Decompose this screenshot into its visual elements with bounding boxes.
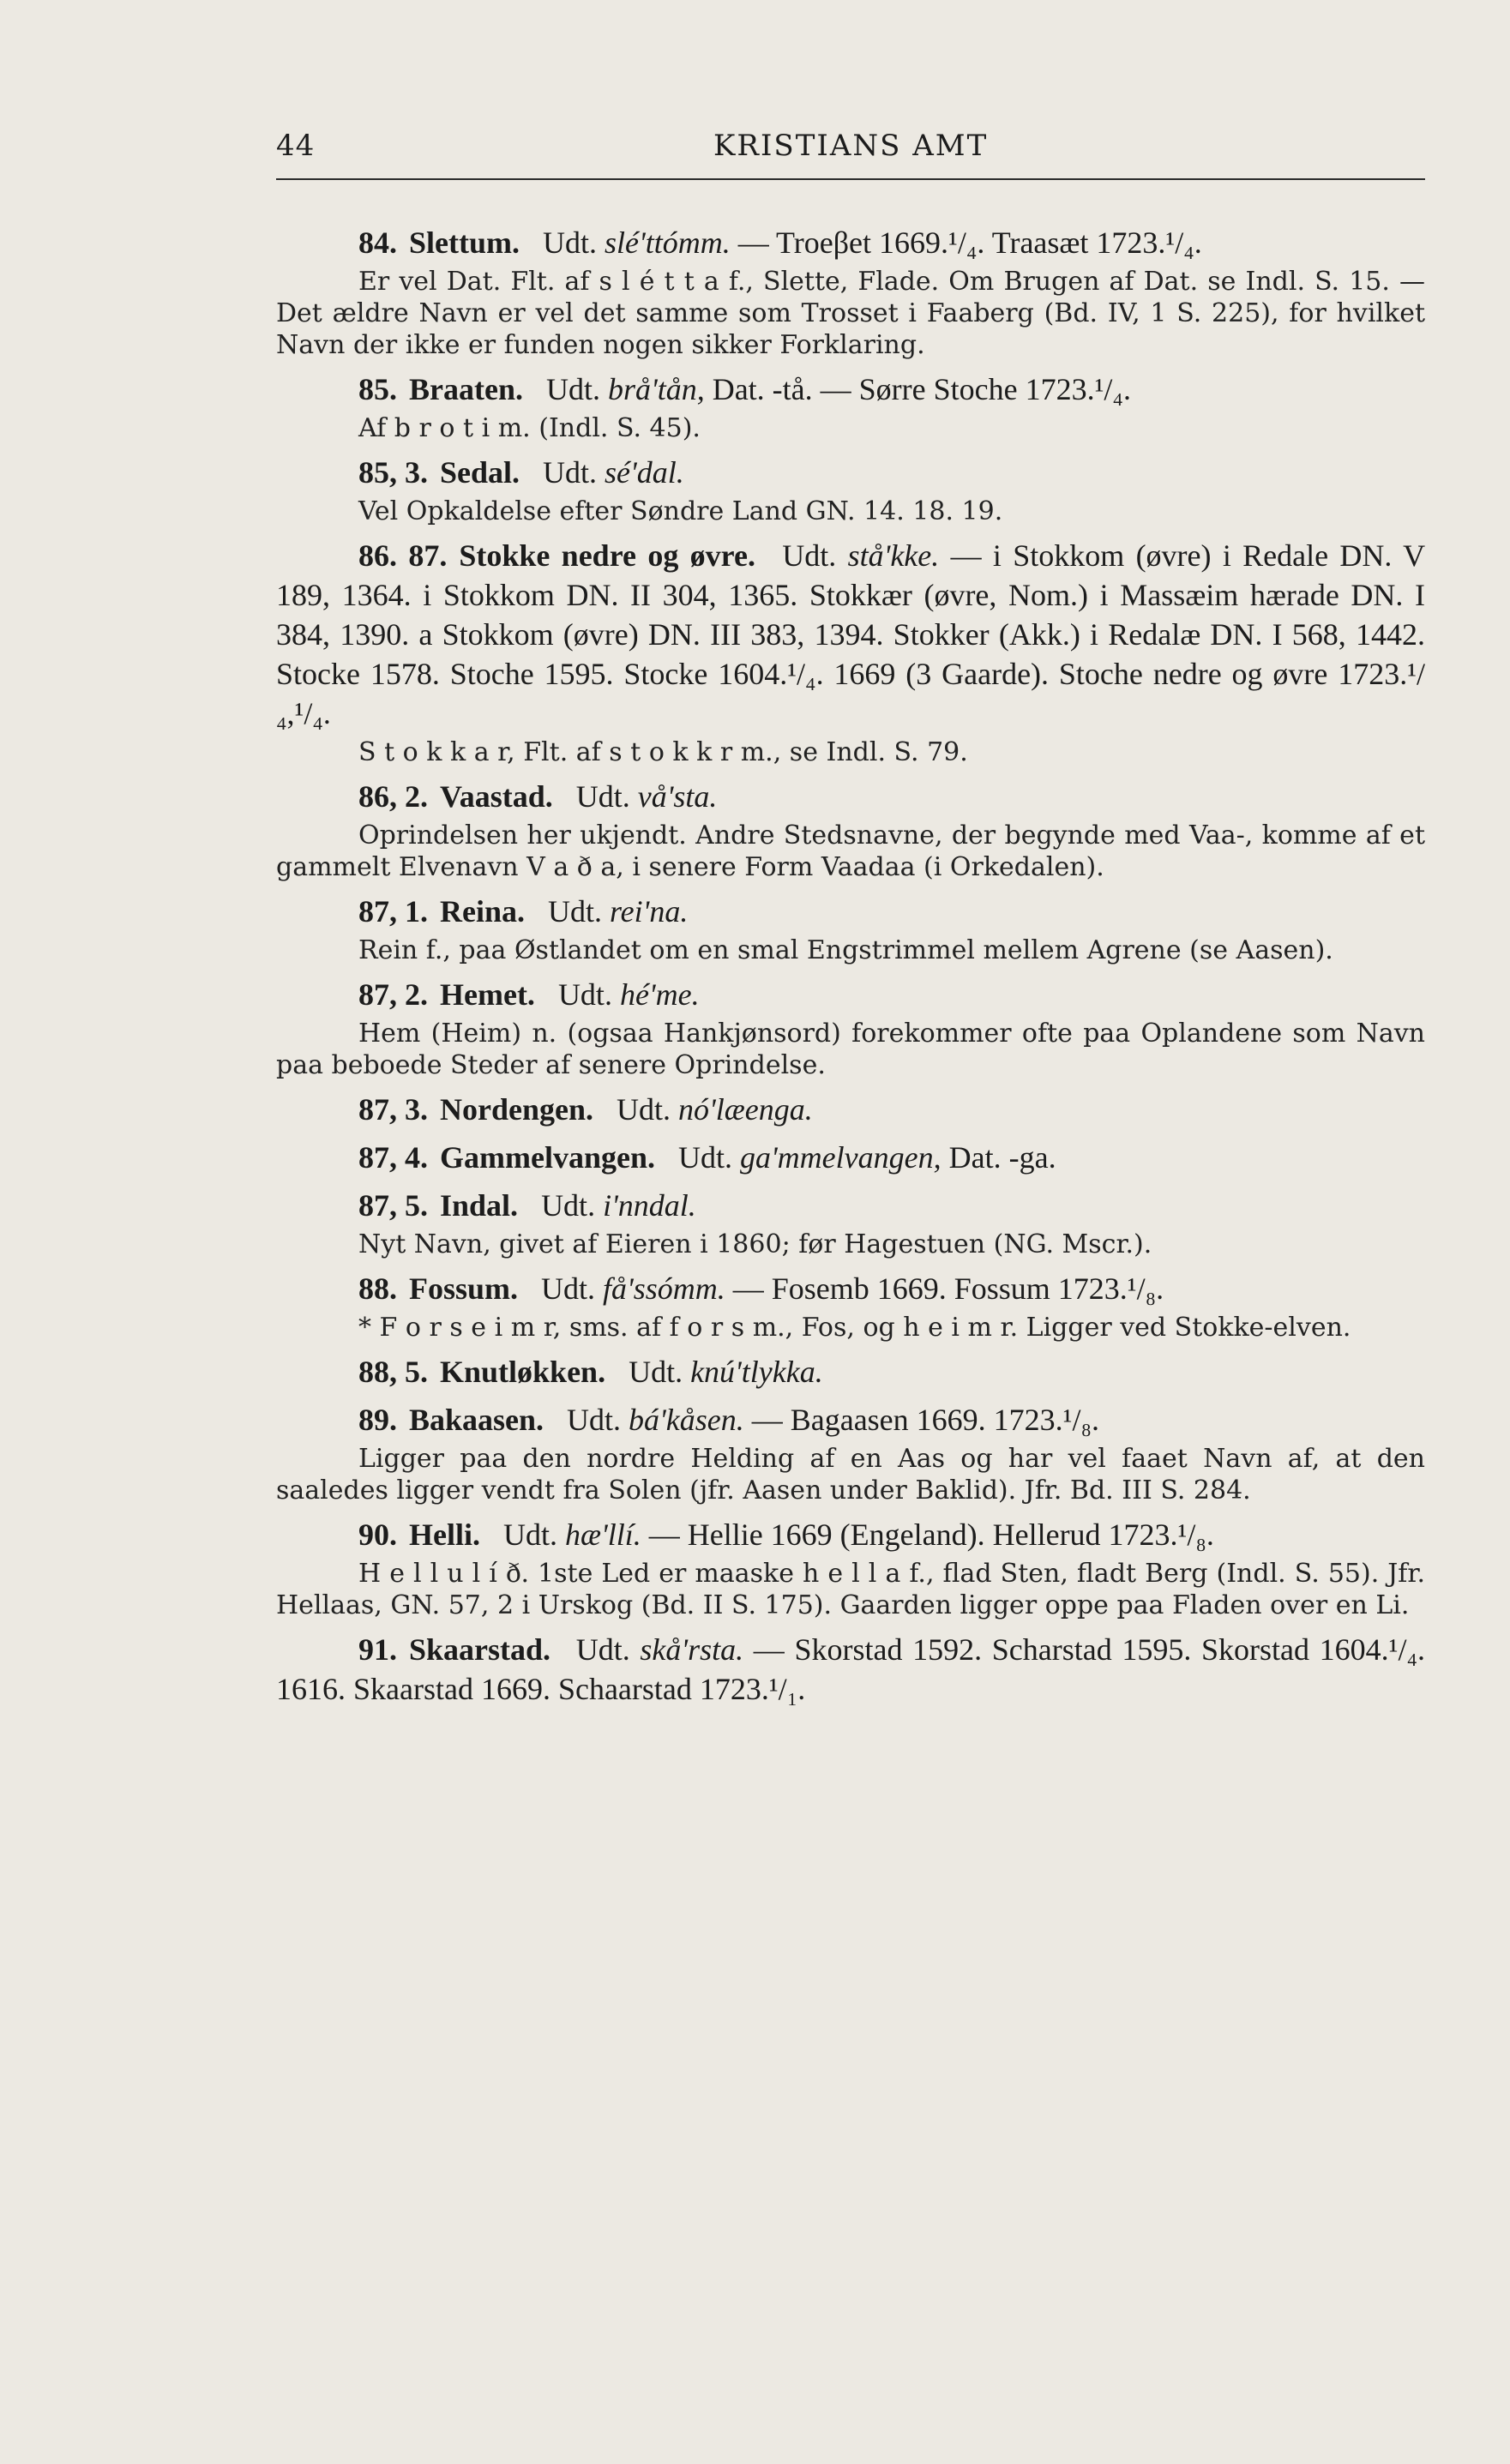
historical-forms: — Bagaasen 1669. 1723.¹/₈. <box>751 1403 1099 1437</box>
entry-note: Rein f., paa Østlandet om en smal Engstrimmel mellem Agrene (se Aasen). <box>358 935 1333 965</box>
pronunciation: få'ssómm. <box>603 1271 725 1306</box>
entry-heading <box>276 1352 1425 1391</box>
entries <box>276 214 1425 1716</box>
entry-note: * F o r s e i m r, sms. af f o r s m., Fos, og h e i m r. Ligger ved Stokke-elven. <box>358 1313 1351 1343</box>
entry-note: Ligger paa den nordre Helding af en Aas og har vel faaet Navn af, at den saaledes ligger vendt fra Solen (jfr. Aasen under Baklid). Jfr. Bd. III S. 284. <box>276 1444 1425 1505</box>
udt-label: Udt. <box>545 372 600 406</box>
pronunciation: slé'ttómm. <box>605 225 731 260</box>
pronunciation: sé'dal. <box>605 455 684 490</box>
entry-heading <box>276 892 1425 931</box>
farm-name: Nordengen. <box>440 1092 593 1127</box>
pronunciation: i'nndal. <box>603 1188 696 1223</box>
historical-forms: — i Stokkom (øvre) i Redale DN. V 189, 1364. i Stokkom DN. II 304, 1365. Stokkær (øvre, Nom.) i Massæim hærade DN. I 384, 1390. a Stokkom (øvre) DN. III 383, 1394. Stokker (Akk.) i Redalæ DN. I 568, 1442. Stocke 1578. Stoche 1595. Stocke 1604.¹/₄. 1669 (3 Gaarde). Stoche nedre og øvre 1723.¹/₄,¹/₄. <box>276 538 1426 730</box>
entry-number: 91. <box>358 1632 397 1667</box>
entry-number: 84. <box>358 225 397 260</box>
pronunciation: brå'tån, <box>607 372 705 406</box>
entry-number: 87, 2. <box>358 977 428 1012</box>
pronunciation: stå'kke. <box>847 538 940 573</box>
entry <box>276 1515 1425 1621</box>
pronunciation: bá'kåsen. <box>629 1403 744 1437</box>
page-number: 44 <box>276 129 316 163</box>
pronunciation: skå'rsta. <box>640 1632 744 1667</box>
farm-name: Indal. <box>440 1188 519 1223</box>
entry <box>276 453 1425 527</box>
pronunciation: knú'tlykka. <box>690 1355 823 1389</box>
udt-label: Udt. <box>503 1517 557 1552</box>
entry <box>276 1630 1425 1709</box>
farm-name: Braaten. <box>409 372 523 406</box>
udt-label: Udt. <box>617 1092 671 1127</box>
entry-heading <box>276 453 1425 492</box>
farm-name: Reina. <box>440 894 525 929</box>
entry <box>276 777 1425 883</box>
pronunciation: hé'me. <box>619 977 700 1012</box>
entry-number: 85, 3. <box>358 455 428 490</box>
entry-heading <box>276 1630 1425 1709</box>
entry <box>276 223 1425 361</box>
entry-heading <box>276 777 1425 816</box>
header-rule <box>276 178 1425 180</box>
pronunciation: rei'na. <box>610 894 689 929</box>
farm-name: Knutløkken. <box>440 1355 606 1389</box>
entry <box>276 1090 1425 1129</box>
entry-note: S t o k k a r, Flt. af s t o k k r m., se Indl. S. 79. <box>358 737 968 767</box>
udt-label: Udt. <box>543 455 598 490</box>
entry-heading <box>276 370 1425 409</box>
entry-number: 87, 4. <box>358 1140 428 1175</box>
farm-name: Helli. <box>409 1517 480 1552</box>
entry-heading <box>276 536 1425 733</box>
entry <box>276 975 1425 1081</box>
running-title: KRISTIANS AMT <box>713 129 989 163</box>
farm-name: Sedal. <box>440 455 520 490</box>
entry <box>276 1138 1425 1177</box>
entry-heading <box>276 1269 1425 1308</box>
entry <box>276 892 1425 966</box>
udt-label: Udt. <box>548 894 602 929</box>
historical-forms: — Skorstad 1592. Scharstad 1595. Skorstad 1604.¹/₄. 1616. Skaarstad 1669. Schaarstad 1723.¹/₁. <box>276 1632 1426 1706</box>
entry-heading <box>276 1090 1425 1129</box>
entry-number: 85. <box>358 372 397 406</box>
farm-name: Stokke nedre og øvre. <box>459 538 755 573</box>
pronunciation: ga'mmelvangen, <box>739 1140 941 1175</box>
entry <box>276 1186 1425 1260</box>
entry-number: 90. <box>358 1517 397 1552</box>
entry-heading <box>276 223 1425 262</box>
entry-heading <box>276 1515 1425 1554</box>
entry-number: 89. <box>358 1403 397 1437</box>
entry-heading <box>276 1138 1425 1177</box>
farm-name: Slettum. <box>409 225 520 260</box>
udt-label: Udt. <box>543 225 597 260</box>
farm-name: Fossum. <box>409 1271 519 1306</box>
entry-note: Oprindelsen her ukjendt. Andre Stedsnavne, der begynde med Vaa-, komme af et gammelt Elvenavn V a ð a, i senere Form Vaadaa (i Orkedalen). <box>276 820 1425 882</box>
entry <box>276 1352 1425 1391</box>
entry-heading <box>276 1400 1425 1439</box>
udt-label: Udt. <box>677 1140 732 1175</box>
udt-label: Udt. <box>629 1355 683 1389</box>
entry-number: 86, 2. <box>358 779 428 814</box>
farm-name: Gammelvangen. <box>440 1140 655 1175</box>
udt-label: Udt. <box>541 1188 596 1223</box>
entry-note: H e l l u l í ð. 1ste Led er maaske h e l l a f., flad Sten, fladt Berg (Indl. S. 55). Jfr. Hellaas, GN. 57, 2 i Urskog (Bd. II S. 175). Gaarden ligger oppe paa Fladen over en Li. <box>276 1559 1425 1620</box>
pronunciation: hæ'llí. <box>565 1517 641 1552</box>
historical-forms: — Fosemb 1669. Fossum 1723.¹/₈. <box>732 1271 1164 1306</box>
historical-forms: Dat. -ga. <box>948 1140 1056 1175</box>
entry-heading <box>276 975 1425 1014</box>
entry-note: Hem (Heim) n. (ogsaa Hankjønsord) forekommer ofte paa Oplandene som Navn paa beboede Steder af senere Oprindelse. <box>276 1019 1425 1080</box>
pronunciation: vå'sta. <box>637 779 718 814</box>
udt-label: Udt. <box>557 977 612 1012</box>
entry-heading <box>276 1186 1425 1225</box>
udt-label: Udt. <box>575 779 630 814</box>
entry-note: Af b r o t i m. (Indl. S. 45). <box>358 413 701 443</box>
udt-label: Udt. <box>567 1403 622 1437</box>
entry <box>276 1269 1425 1343</box>
entry-number: 88. <box>358 1271 397 1306</box>
entry <box>276 370 1425 444</box>
entry-note: Nyt Navn, givet af Eieren i 1860; før Hagestuen (NG. Mscr.). <box>358 1229 1152 1259</box>
entry <box>276 1400 1425 1506</box>
farm-name: Hemet. <box>440 977 535 1012</box>
entry-number: 88, 5. <box>358 1355 428 1389</box>
udt-label: Udt. <box>575 1632 630 1667</box>
historical-forms: — Hellie 1669 (Engeland). Hellerud 1723.¹/₈. <box>648 1517 1214 1552</box>
entry <box>276 536 1425 768</box>
entry-note: Er vel Dat. Flt. af s l é t t a f., Slette, Flade. Om Brugen af Dat. se Indl. S. 15. — Det ældre Navn er vel det samme som Trosset i Faaberg (Bd. IV, 1 S. 225), for hvilket Navn der ikke er funden nogen sikker Forklaring. <box>276 267 1425 360</box>
entry-note: Vel Opkaldelse efter Søndre Land GN. 14. 18. 19. <box>358 496 1003 526</box>
historical-forms: — Troeβet 1669.¹/₄. Traasæt 1723.¹/₄. <box>737 225 1202 260</box>
entry-number: 86. 87. <box>358 538 448 573</box>
entry-number: 87, 5. <box>358 1188 428 1223</box>
pronunciation: nó'læenga. <box>678 1092 813 1127</box>
entry-number: 87, 3. <box>358 1092 428 1127</box>
udt-label: Udt. <box>541 1271 596 1306</box>
udt-label: Udt. <box>782 538 837 573</box>
entry-number: 87, 1. <box>358 894 428 929</box>
farm-name: Bakaasen. <box>409 1403 544 1437</box>
historical-forms: Dat. -tå. — Sørre Stoche 1723.¹/₄. <box>712 372 1131 406</box>
farm-name: Vaastad. <box>440 779 553 814</box>
farm-name: Skaarstad. <box>409 1632 551 1667</box>
